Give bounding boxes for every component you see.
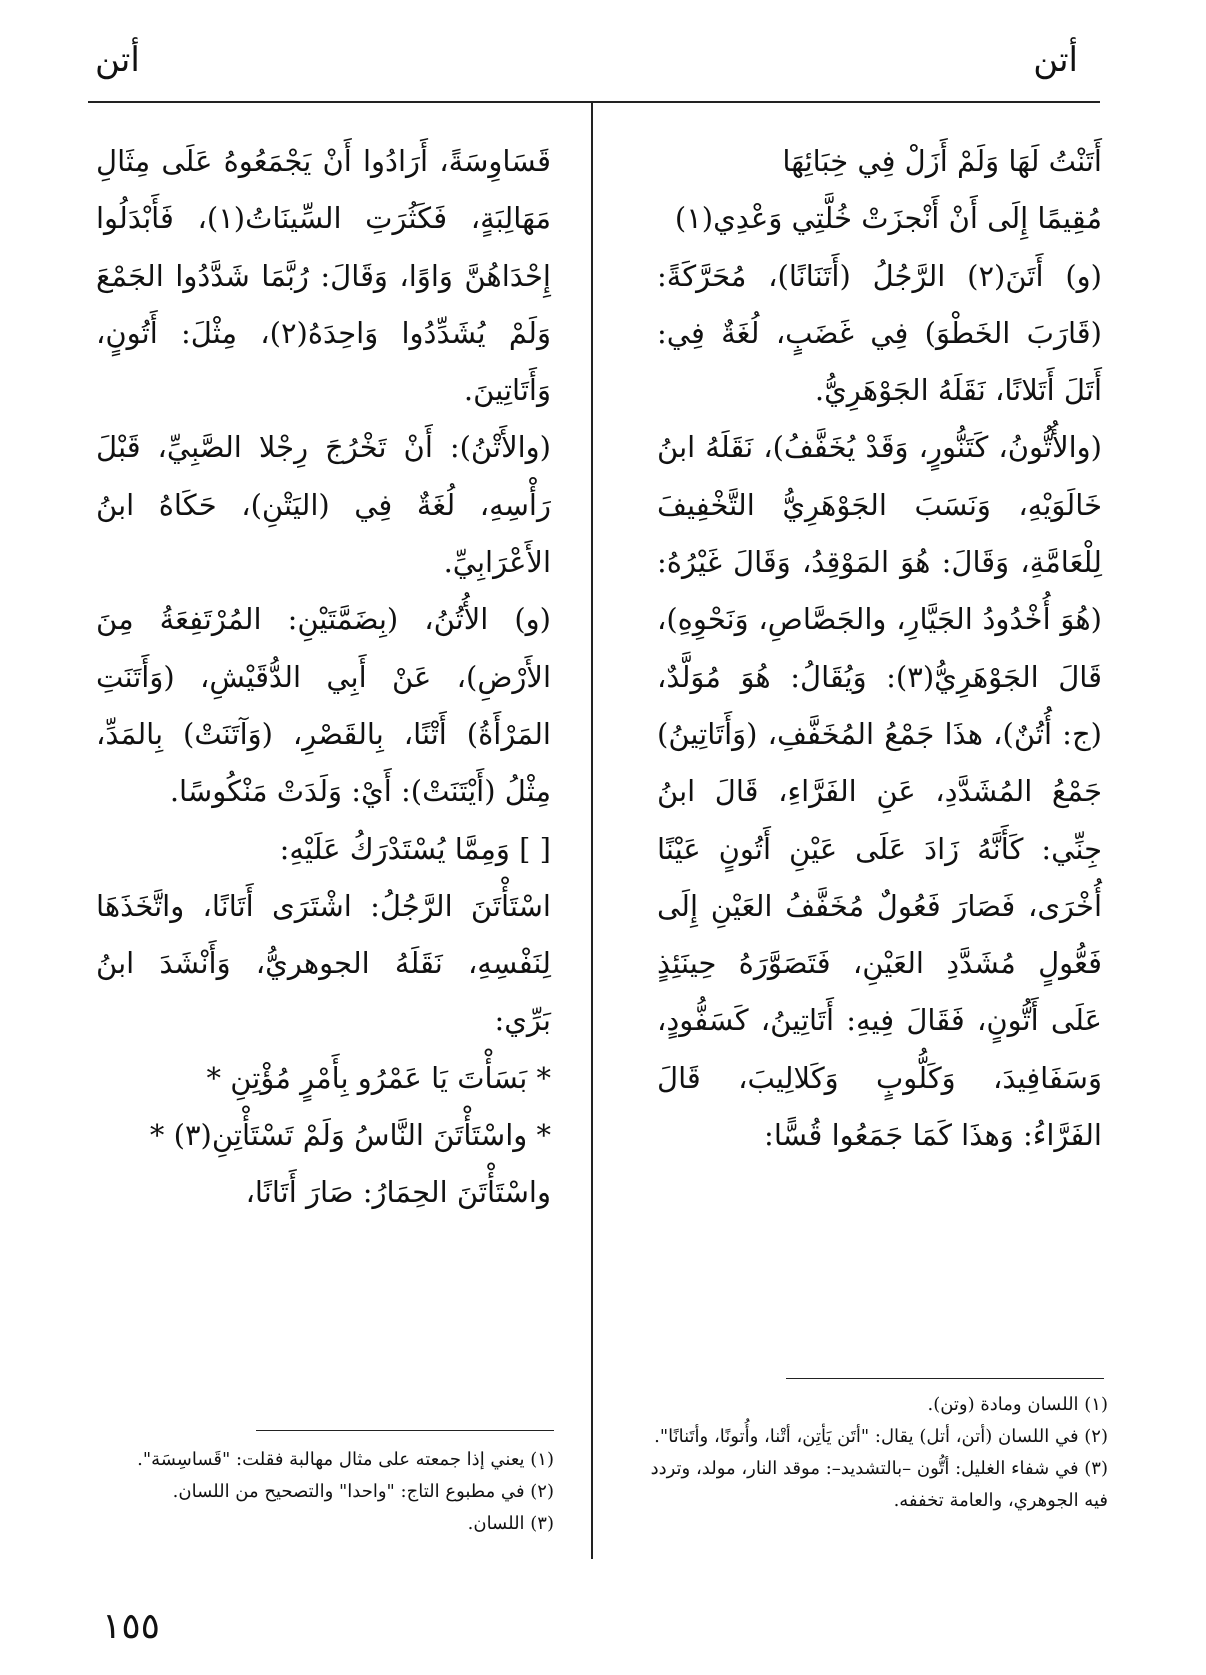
- footnotes-right: [648, 1389, 1108, 1517]
- footnote-rule-left: [256, 1430, 554, 1431]
- footnote: (١) اللسان ومادة (وتن).: [927, 1394, 1108, 1415]
- verse-line: أَتَنْتُ لَهَا وَلَمْ أَزَلْ فِي خِبَائِهَا: [782, 144, 1102, 178]
- footnote: (٣) اللسان.: [467, 1513, 554, 1534]
- paragraph: واسْتَأْتَنَ الحِمَارُ: صَارَ أَتَانًا،: [245, 1175, 551, 1210]
- paragraph: اسْتَأْتَنَ الرَّجُلُ: اشْتَرَى أَتَانًا، واتَّخَذَهَا لِنَفْسِهِ، نَقَلَهُ الجوهريُّ، وَأَنْشَدَ ابنُ بَرِّي:: [96, 888, 551, 1038]
- left-column: [96, 133, 551, 1222]
- footnote: (٢) في مطبوع التاج: "واحدا" والتصحيح من اللسان.: [172, 1481, 554, 1502]
- page-number: ١٥٥: [102, 1606, 161, 1647]
- right-column: [657, 133, 1102, 1164]
- running-header-right: أتن: [1033, 40, 1078, 80]
- column-divider: [591, 103, 593, 1559]
- paragraph: (و) أَتَنَ(٢) الرَّجُلُ (أَتَنَانًا)، مُحَرَّكَةً: (قَارَبَ الخَطْوَ) فِي غَضَبٍ، لُغَةٌ فِي: أَتَلَ أَتَلانًا، نَقَلَهُ الجَوْهَرِيُّ.: [657, 258, 1102, 408]
- footnote-rule-right: [786, 1378, 1104, 1379]
- footnote: (٢) في اللسان (أتن، أتل) يقال: "أتَن يَأتِن، أتْنا، وأُتونًا، وأتَنانًا".: [654, 1426, 1108, 1447]
- paragraph: [ ] وَمِمَّا يُسْتَدْرَكُ عَلَيْهِ:: [279, 831, 551, 866]
- verse-line: * واسْتَأْتَنَ النَّاسُ وَلَمْ تَسْتَأْتِنِ(٣) *: [149, 1118, 551, 1153]
- running-header-left: أتن: [95, 40, 140, 80]
- paragraph: (والأُتُّونُ، كَتَنُّورٍ، وَقَدْ يُخَفَّفُ)، نَقَلَهُ ابنُ خَالَوَيْهِ، وَنَسَبَ الجَوْهَرِيُّ التَّخْفِيفَ لِلْعَامَّةِ، وَقَالَ: هُوَ المَوْقِدُ، وَقَالَ غَيْرُهُ: (هُوَ أُخْدُودُ الجَيَّارِ، والجَصَّاصِ، وَنَحْوِهِ)، قَالَ الجَوْهَرِيُّ(٣): وَيُقَالُ: هُوَ مُوَلَّدٌ، (ج: أُتُنٌ)، هذَا جَمْعُ المُخَفَّفِ، (وَأَتَاتِينُ) جَمْعُ المُشَدَّدِ، عَنِ الفَرَّاءِ، قَالَ ابنُ جِنِّي: كَأَنَّهُ زَادَ عَلَى عَيْنِ أَتُونٍ عَيْنًا أُخْرَى، فَصَارَ فَعُولٌ مُخَفَّفُ العَيْنِ إِلَى فَعُّولٍ مُشَدَّدِ العَيْنِ، فَتَصَوَّرَهُ حِينَئِذٍ عَلَى أَتُّونٍ، فَقَالَ فِيهِ: أَتَاتِينُ، كَسَفُّودٍ، وَسَفَافِيدَ، وَكَلُّوبٍ وَكَلالِيبَ، قَالَ الفَرَّاءُ: وَهذَا كَمَا جَمَعُوا قُسًّا:: [657, 430, 1103, 1153]
- paragraph: قَسَاوِسَةً، أَرَادُوا أَنْ يَجْمَعُوهُ عَلَى مِثَالِ مَهَالِبَةٍ، فَكَثُرَتِ السِّينَاتُ(١)، فَأَبْدَلُوا إِحْدَاهُنَّ وَاوًا، وَقَالَ: رُبَّمَا شَدَّدُوا الجَمْعَ وَلَمْ يُشَدِّدُوا وَاحِدَهُ(٢)، مِثْلَ: أَتُونٍ، وَأَتَاتِينَ.: [96, 144, 551, 408]
- verse-line: * بَسَأْتَ يَا عَمْرُو بِأَمْرٍ مُؤْتِنِ *: [206, 1060, 551, 1095]
- verse-line: مُقِيمًا إِلَى أَنْ أَنْجزَتْ خُلَّتِي وَعْدِي(١): [674, 201, 1102, 236]
- paragraph: (والأَتْنُ): أَنْ تَخْرُجَ رِجْلا الصَّبِيِّ، قَبْلَ رَأْسِهِ، لُغَةٌ فِي (اليَتْنِ)، حَكَاهُ ابنُ الأَعْرَابِيِّ.: [96, 430, 551, 580]
- paragraph: (و) الأُتُنُ، (بِضَمَّتَيْنِ: المُرْتَفِعَةُ مِنَ الأَرْضِ)، عَنْ أَبِي الدُّقَيْشِ، (وَأَتَنَتِ المَرْأَةُ) أَتْنًا، بِالقَصْرِ، (وَآتَنَتْ) بِالمَدِّ، مِثْلُ (أَيْتَنَتْ): أَيْ: وَلَدَتْ مَنْكُوسًا.: [96, 602, 551, 809]
- footnotes-left: [94, 1444, 554, 1540]
- footnote: (٣) في شفاء الغليل: أتُّون –بالتشديد–: موقد النار، مولد، وتردد فيه الجوهري، والعامة تخففه.: [650, 1458, 1108, 1511]
- footnote: (١) يعني إذا جمعته على مثال مهالبة فقلت: "قَساسِسَة".: [137, 1449, 554, 1470]
- header-rule: [88, 101, 1100, 103]
